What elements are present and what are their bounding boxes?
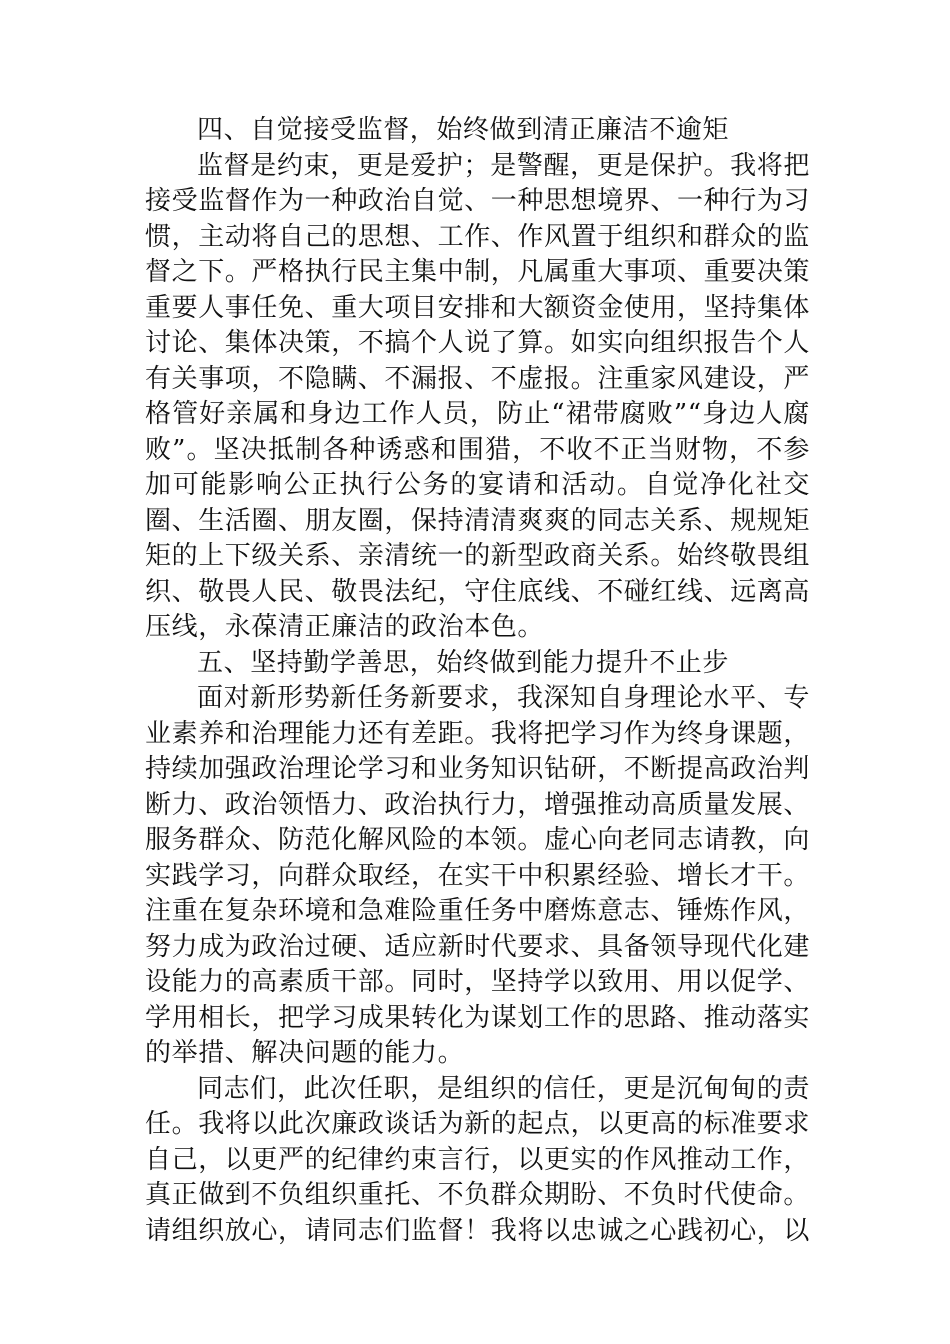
- section-heading-learning: 五、坚持勤学善思，始终做到能力提升不止步: [197, 647, 730, 678]
- section-heading-supervision: 四、自觉接受监督，始终做到清正廉洁不逾矩: [197, 115, 730, 145]
- document-body: [145, 113, 810, 1249]
- paragraph-learning: 面对新形势新任务新要求，我深知自身理论水平、专业素养和治理能力还有差距。我将把学习作为终身课题，持续加强政治理论学习和业务知识钻研，不断提高政治判断力、政治领悟力、政治执行力，增强推动高质量发展、服务群众、防范化解风险的本领。虚心向老同志请教，向实践学习，向群众取经，在实干中积累经验、增长才干。注重在复杂环境和急难险重任务中磨炼意志、锤炼作风，努力成为政治过硬、适应新时代要求、具备领导现代化建设能力的高素质干部。同时，坚持学以致用、用以促学、学用相长，把学习成果转化为谋划工作的思路、推动落实的举措、解决问题的能力。: [145, 683, 811, 1068]
- paragraph-supervision: 监督是约束，更是爱护；是警醒，更是保护。我将把接受监督作为一种政治自觉、一种思想境界、一种行为习惯，主动将自己的思想、工作、作风置于组织和群众的监督之下。严格执行民主集中制，凡属重大事项、重要决策重要人事任免、重大项目安排和大额资金使用，坚持集体讨论、集体决策，不搞个人说了算。如实向组织报告个人有关事项，不隐瞒、不漏报、不虚报。注重家风建设，严格管好亲属和身边工作人员，防止“裙带腐败”“身边人腐败”。坚决抵制各种诱惑和围猎，不收不正当财物，不参加可能影响公正执行公务的宴请和活动。自觉净化社交圈、生活圈、朋友圈，保持清清爽爽的同志关系、规规矩矩的上下级关系、亲清统一的新型政商关系。始终敬畏组织、敬畏人民、敬畏法纪，守住底线、不碰红线、远离高压线，永葆清正廉洁的政治本色。: [145, 150, 811, 642]
- paragraph-closing: 同志们，此次任职，是组织的信任，更是沉甸甸的责任。我将以此次廉政谈话为新的起点，以更高的标准要求自己，以更严的纪律约束言行，以更实的作风推动工作，真正做到不负组织重托、不负群众期盼、不负时代使命。请组织放心，请同志们监督！我将以忠诚之心践初心，以: [145, 1073, 811, 1246]
